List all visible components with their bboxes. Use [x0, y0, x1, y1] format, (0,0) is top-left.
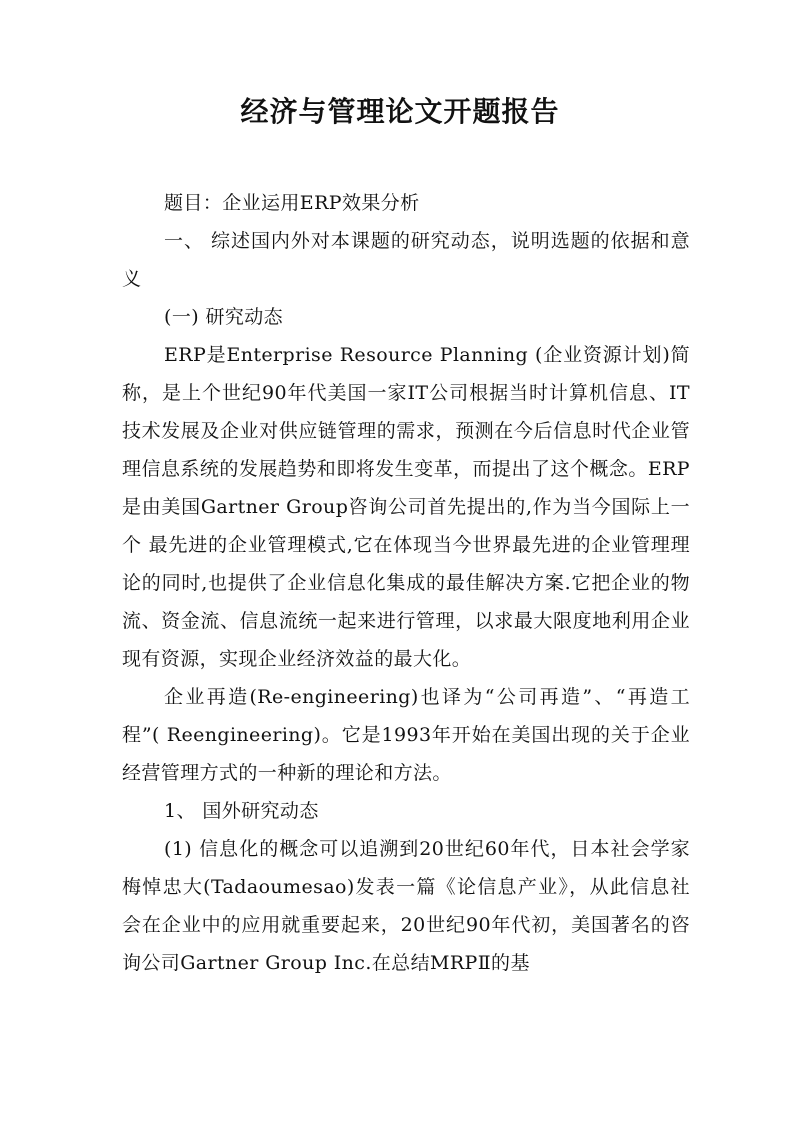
document-body: [122, 184, 690, 982]
body-paragraph: ERP是Enterprise Resource Planning (企业资源计划)简称，是上个世纪90年代美国一家IT公司根据当时计算机信息、IT技术发展及企业对供应链管理的需求，预测在今后信息时代企业管理信息系统的发展趋势和即将发生变革，而提出了这个概念。ERP是由美国Gartner Group咨询公司首先提出的,作为当今国际上一个 最先进的企业管理模式,它在体现当今世界最先进的企业管理理论的同时,也提供了企业信息化集成的最佳解决方案.它把企业的物流、资金流、信息流统一起来进行管理，以求最大限度地利用企业现有资源，实现企业经济效益的最大化。: [122, 344, 690, 670]
body-paragraph: 企业再造(Re-engineering)也译为“公司再造”、“再造工程”( Reengineering)。它是1993年开始在美国出现的关于企业经营管理方式的一种新的理论和方法。: [122, 686, 690, 784]
section-heading: 一、 综述国内外对本课题的研究动态，说明选题的依据和意义: [122, 230, 690, 290]
topic-paragraph: 题目：企业运用ERP效果分析: [164, 192, 420, 214]
document-title: 经济与管理论文开题报告: [240, 95, 560, 128]
subsection-heading: 1、 国外研究动态: [164, 800, 319, 822]
body-paragraph: (1) 信息化的概念可以追溯到20世纪60年代，日本社会学家梅悼忠大(Tadaoumesao)发表一篇《论信息产业》，从此信息社会在企业中的应用就重要起来，20世纪90年代初，美国著名的咨询公司Gartner Group Inc.在总结MRPⅡ的基: [122, 838, 690, 974]
subsection-heading: (一) 研究动态: [164, 306, 284, 328]
